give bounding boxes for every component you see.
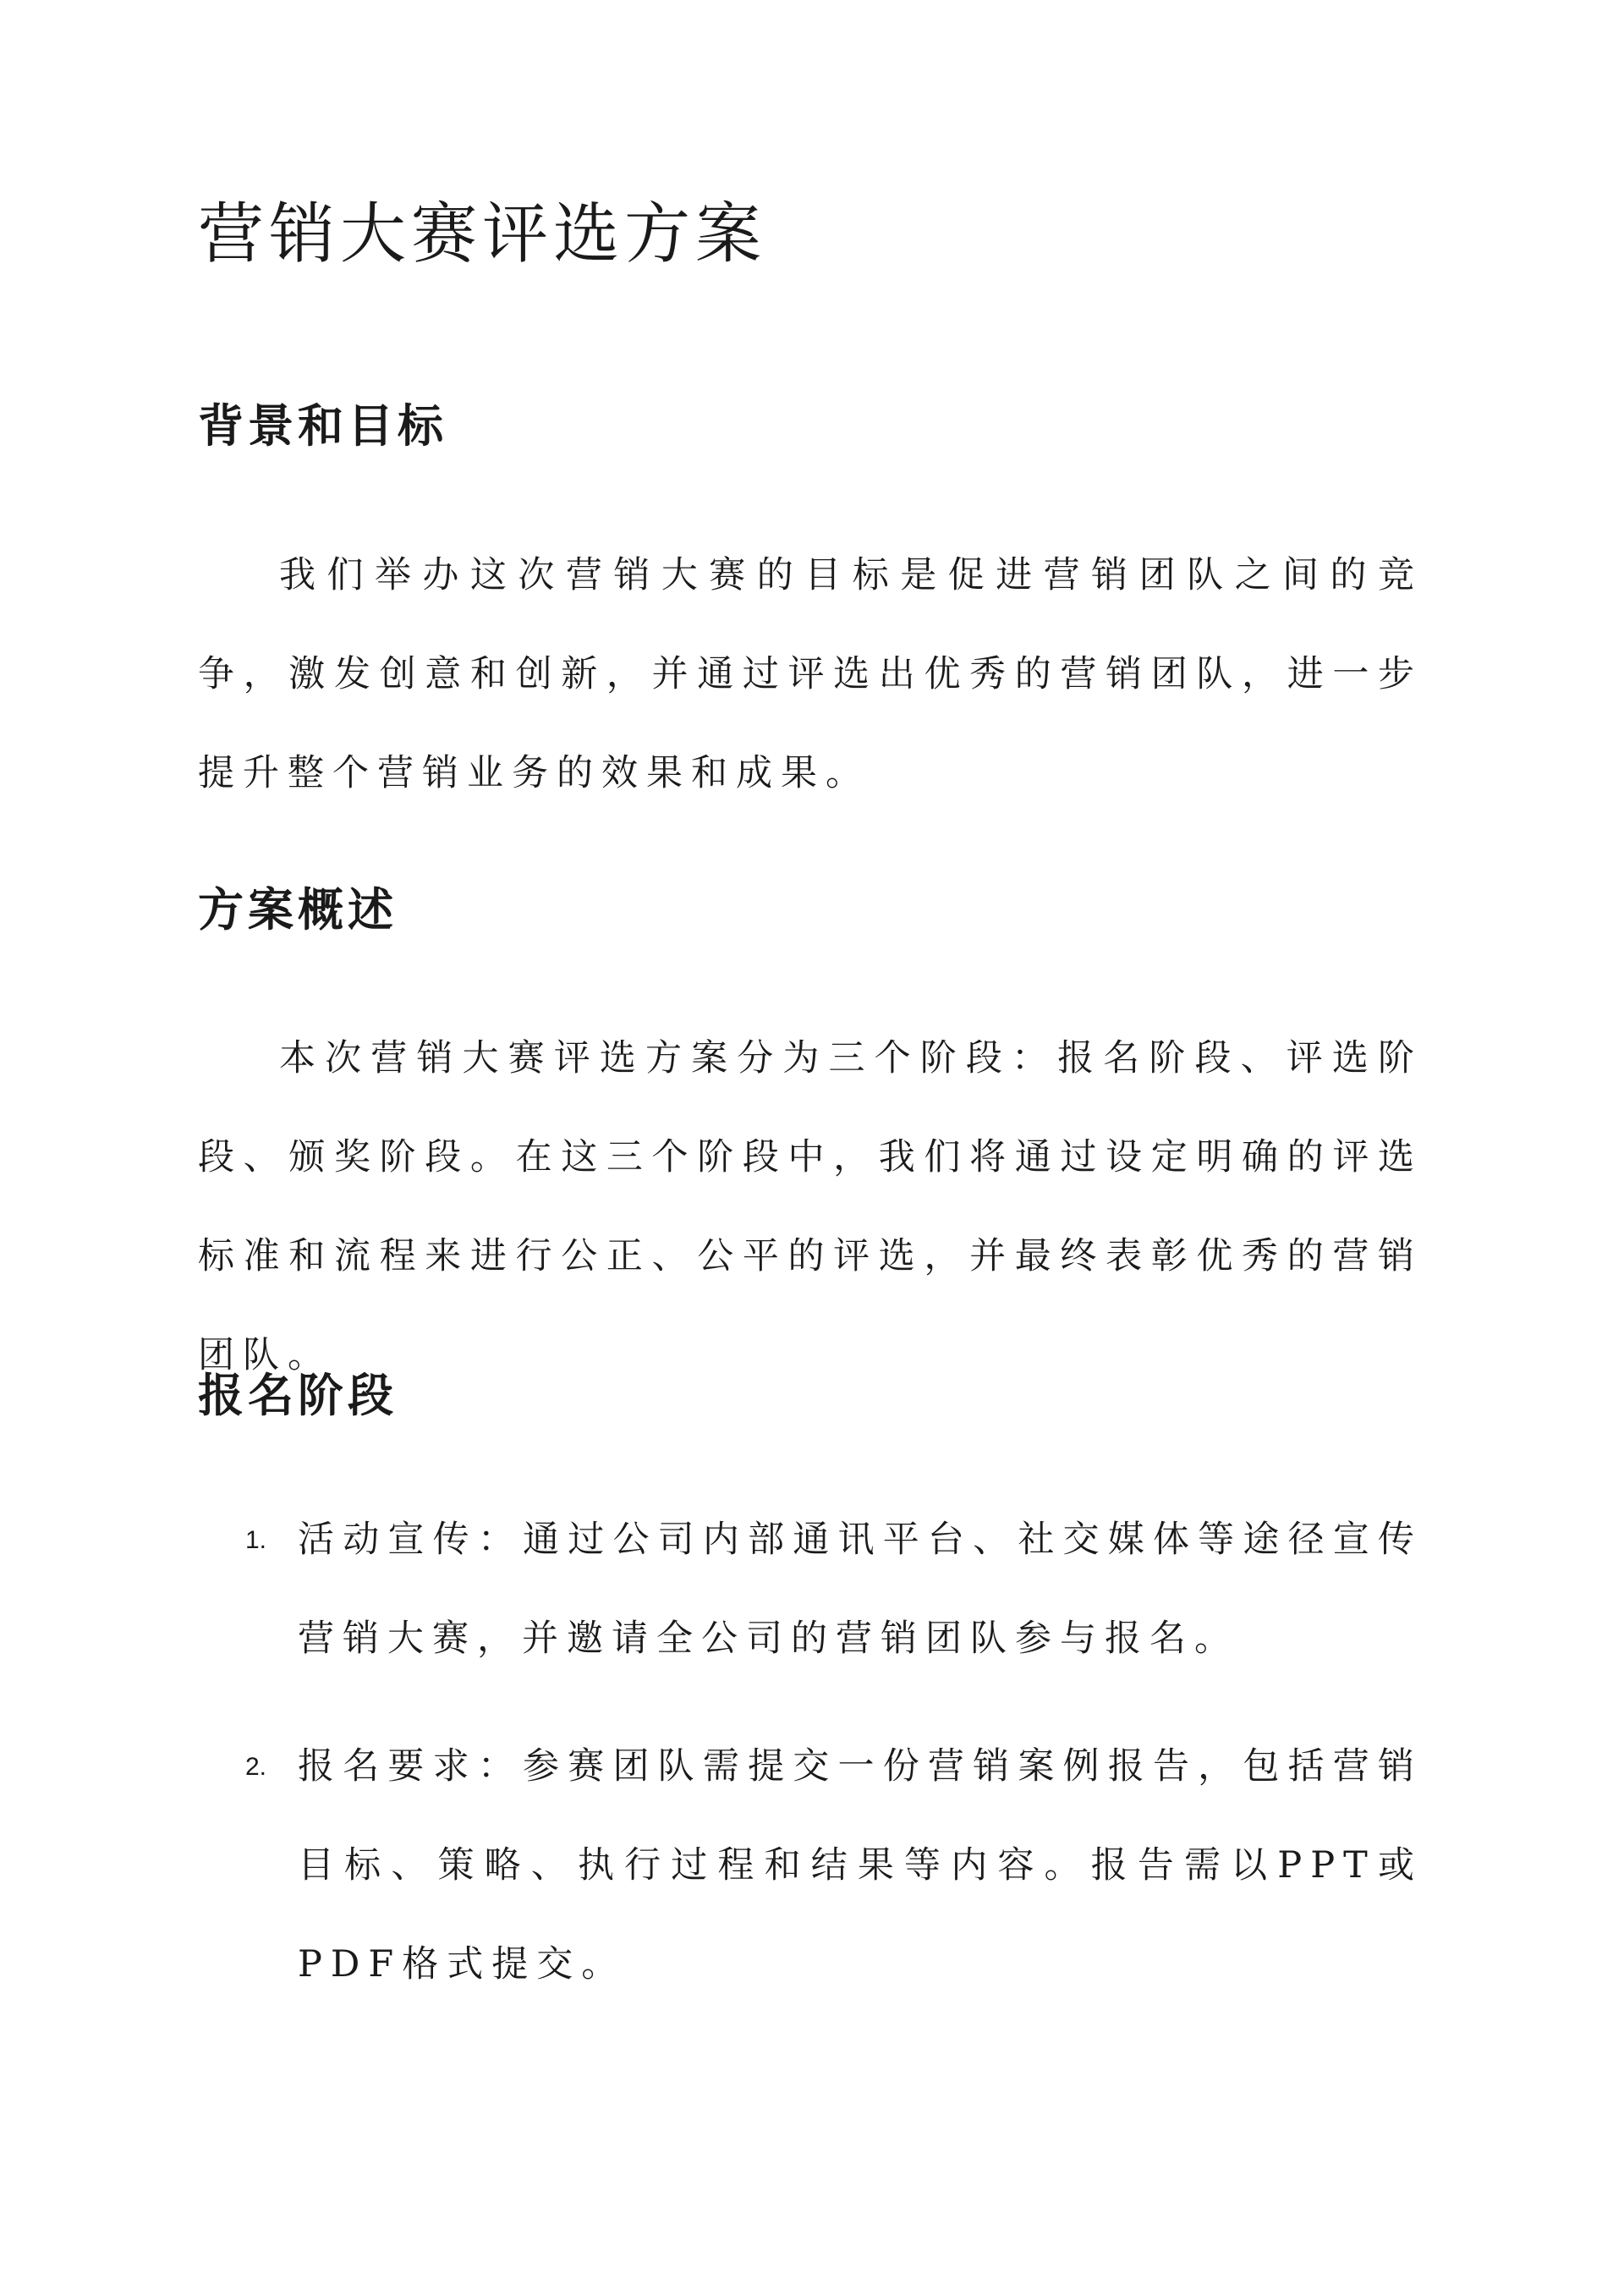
list-item — [198, 1491, 1423, 1689]
list-item-number: 2. — [245, 1753, 267, 1781]
document-title: 营销大赛评选方案 — [198, 196, 767, 272]
paragraph-overview: 本次营销大赛评选方案分为三个阶段：报名阶段、评选阶段、颁奖阶段。在这三个阶段中，我们将通过设定明确的评选标准和流程来进行公正、公平的评选，并最终表彰优秀的营销团队。 — [198, 1037, 1423, 1376]
list-item — [198, 1717, 1423, 2014]
section-heading-background: 背景和目标 — [198, 398, 447, 453]
section-heading-registration: 报名阶段 — [198, 1368, 398, 1422]
list-item-text: 报名要求：参赛团队需提交一份营销案例报告，包括营销目标、策略、执行过程和结果等内容。报告需以PPT或PDF格式提交。 — [298, 1745, 1423, 1986]
list-item-text: 活动宣传：通过公司内部通讯平台、社交媒体等途径宣传营销大赛，并邀请全公司的营销团队参与报名。 — [298, 1519, 1423, 1660]
registration-list — [198, 1491, 1423, 2043]
list-item-number: 1. — [245, 1526, 267, 1554]
section-heading-overview: 方案概述 — [198, 882, 398, 937]
paragraph-background: 我们举办这次营销大赛的目标是促进营销团队之间的竞争，激发创意和创新，并通过评选出优秀的营销团队，进一步提升整个营销业务的效果和成果。 — [198, 554, 1423, 794]
